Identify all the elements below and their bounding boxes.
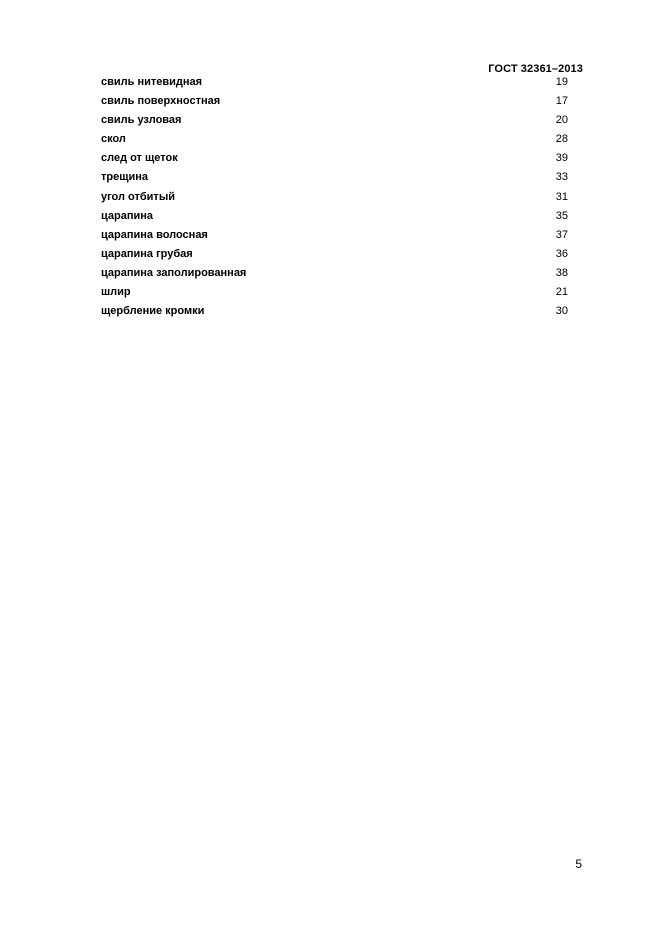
index-entry <box>101 170 568 189</box>
index-term: свиль узловая <box>101 114 182 127</box>
index-number: 33 <box>555 171 568 184</box>
index-entry <box>101 304 568 323</box>
index-entry <box>101 75 568 94</box>
index-number: 36 <box>555 247 568 260</box>
index-number: 28 <box>555 133 568 146</box>
index-entry <box>101 132 568 151</box>
index-number: 30 <box>555 305 568 318</box>
index-number: 21 <box>555 286 568 299</box>
index-entry <box>101 285 568 304</box>
index-term: щербление кромки <box>101 305 205 318</box>
index-number: 19 <box>555 76 568 88</box>
page-number: 5 <box>575 857 582 871</box>
index-term: след от щеток <box>101 152 178 165</box>
index-term: царапина <box>101 209 154 222</box>
alphabetical-index-list <box>101 75 568 323</box>
index-entry <box>101 228 568 247</box>
index-number: 37 <box>555 228 568 241</box>
index-entry <box>101 113 568 132</box>
index-term: угол отбитый <box>101 190 175 203</box>
index-term: свиль поверхностная <box>101 95 221 108</box>
index-number: 17 <box>555 95 568 108</box>
index-term: скол <box>101 133 126 146</box>
index-number: 20 <box>555 114 568 127</box>
index-term: царапина грубая <box>101 247 193 260</box>
index-term: трещина <box>101 171 149 184</box>
document-header-standard: ГОСТ 32361–2013 <box>488 63 583 75</box>
index-entry <box>101 209 568 228</box>
index-term: царапина волосная <box>101 228 208 241</box>
index-entry <box>101 94 568 113</box>
index-entry <box>101 266 568 285</box>
index-term: шлир <box>101 286 131 299</box>
index-number: 38 <box>555 266 568 279</box>
index-entry <box>101 247 568 266</box>
index-entry <box>101 190 568 209</box>
index-term: свиль нитевидная <box>101 76 203 88</box>
index-term: царапина заполированная <box>101 266 247 279</box>
index-entry <box>101 151 568 170</box>
index-number: 35 <box>555 209 568 222</box>
index-number: 39 <box>555 152 568 165</box>
index-number: 31 <box>555 190 568 203</box>
